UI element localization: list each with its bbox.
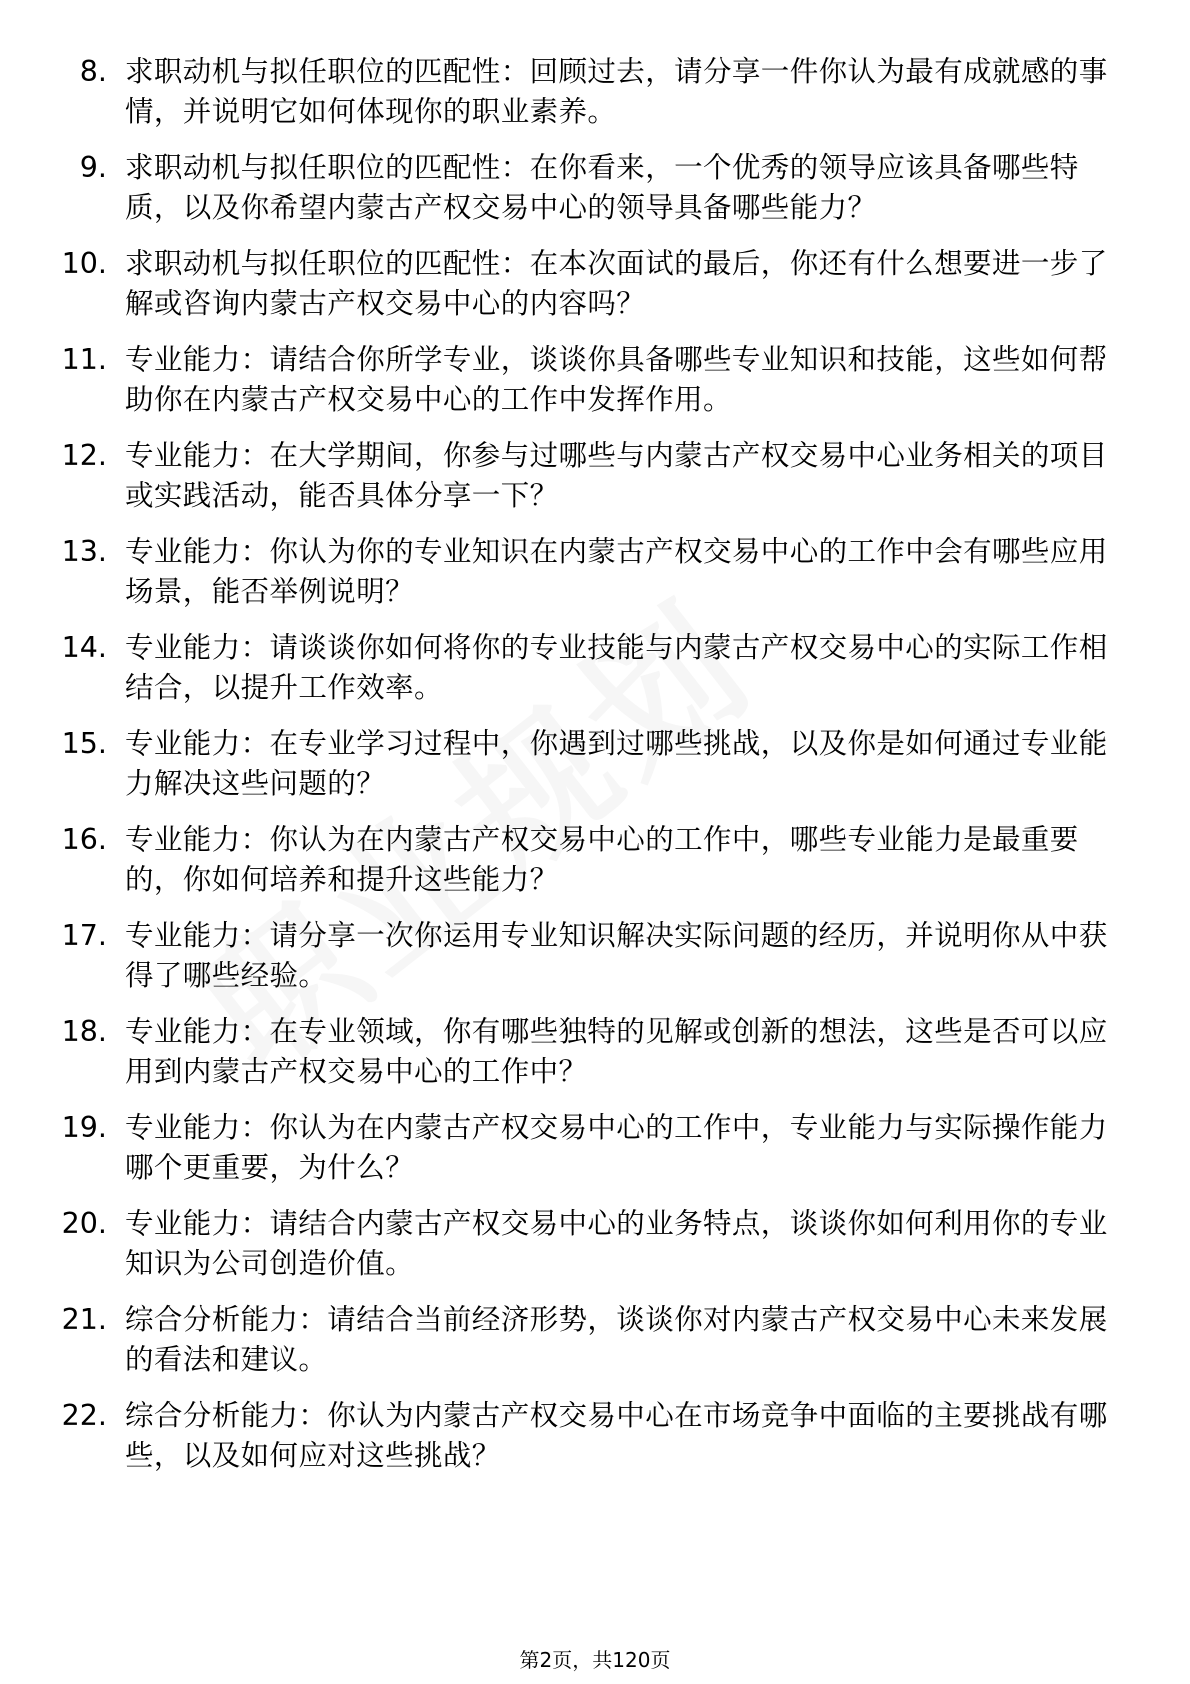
question-text: 专业能力：你认为在内蒙古产权交易中心的工作中，专业能力与实际操作能力哪个更重要，为什么？	[125, 1111, 1108, 1184]
question-text: 专业能力：请谈谈你如何将你的专业技能与内蒙古产权交易中心的实际工作相结合，以提升工作效率。	[125, 631, 1108, 704]
question-text: 专业能力：在专业学习过程中，你遇到过哪些挑战，以及你是如何通过专业能力解决这些问题的？	[125, 727, 1108, 800]
question-text: 专业能力：请分享一次你运用专业知识解决实际问题的经历，并说明你从中获得了哪些经验。	[125, 919, 1108, 992]
question-list	[55, 52, 1115, 1492]
question-number: 14.	[61, 631, 107, 664]
question-text: 专业能力：你认为在内蒙古产权交易中心的工作中，哪些专业能力是最重要的，你如何培养和提升这些能力？	[125, 823, 1079, 896]
question-item	[55, 532, 1115, 612]
question-text: 专业能力：请结合你所学专业，谈谈你具备哪些专业知识和技能，这些如何帮助你在内蒙古产权交易中心的工作中发挥作用。	[125, 343, 1108, 416]
question-number: 20.	[61, 1207, 107, 1240]
question-item	[55, 436, 1115, 516]
question-number: 10.	[61, 247, 107, 280]
question-text: 专业能力：你认为你的专业知识在内蒙古产权交易中心的工作中会有哪些应用场景，能否举例说明？	[125, 535, 1108, 608]
question-item	[55, 724, 1115, 804]
question-number: 15.	[61, 727, 107, 760]
question-text: 综合分析能力：请结合当前经济形势，谈谈你对内蒙古产权交易中心未来发展的看法和建议。	[125, 1303, 1108, 1376]
question-number: 22.	[61, 1399, 107, 1432]
question-number: 21.	[61, 1303, 107, 1336]
question-item	[55, 1108, 1115, 1188]
question-number: 13.	[61, 535, 107, 568]
question-text: 专业能力：在大学期间，你参与过哪些与内蒙古产权交易中心业务相关的项目或实践活动，能否具体分享一下？	[125, 439, 1108, 512]
question-item	[55, 1012, 1115, 1092]
question-item	[55, 916, 1115, 996]
question-item	[55, 1300, 1115, 1380]
question-item	[55, 820, 1115, 900]
question-text: 专业能力：在专业领域，你有哪些独特的见解或创新的想法，这些是否可以应用到内蒙古产权交易中心的工作中？	[125, 1015, 1108, 1088]
question-text: 专业能力：请结合内蒙古产权交易中心的业务特点，谈谈你如何利用你的专业知识为公司创造价值。	[125, 1207, 1108, 1280]
question-text: 求职动机与拟任职位的匹配性：在本次面试的最后，你还有什么想要进一步了解或咨询内蒙古产权交易中心的内容吗？	[125, 247, 1108, 320]
question-number: 19.	[61, 1111, 107, 1144]
question-number: 9.	[79, 151, 107, 184]
question-number: 11.	[61, 343, 107, 376]
question-item	[55, 52, 1115, 132]
question-number: 17.	[61, 919, 107, 952]
question-item	[55, 1204, 1115, 1284]
question-item	[55, 148, 1115, 228]
question-item	[55, 628, 1115, 708]
question-text: 求职动机与拟任职位的匹配性：在你看来，一个优秀的领导应该具备哪些特质，以及你希望内蒙古产权交易中心的领导具备哪些能力？	[125, 151, 1079, 224]
page-footer: 第2页，共120页	[519, 1648, 671, 1672]
question-number: 18.	[61, 1015, 107, 1048]
question-number: 16.	[61, 823, 107, 856]
question-item	[55, 340, 1115, 420]
question-text: 综合分析能力：你认为内蒙古产权交易中心在市场竞争中面临的主要挑战有哪些，以及如何应对这些挑战？	[125, 1399, 1108, 1472]
question-number: 12.	[61, 439, 107, 472]
question-item	[55, 1396, 1115, 1476]
question-number: 8.	[79, 55, 107, 88]
question-item	[55, 244, 1115, 324]
question-text: 求职动机与拟任职位的匹配性：回顾过去，请分享一件你认为最有成就感的事情，并说明它如何体现你的职业素养。	[125, 55, 1108, 128]
